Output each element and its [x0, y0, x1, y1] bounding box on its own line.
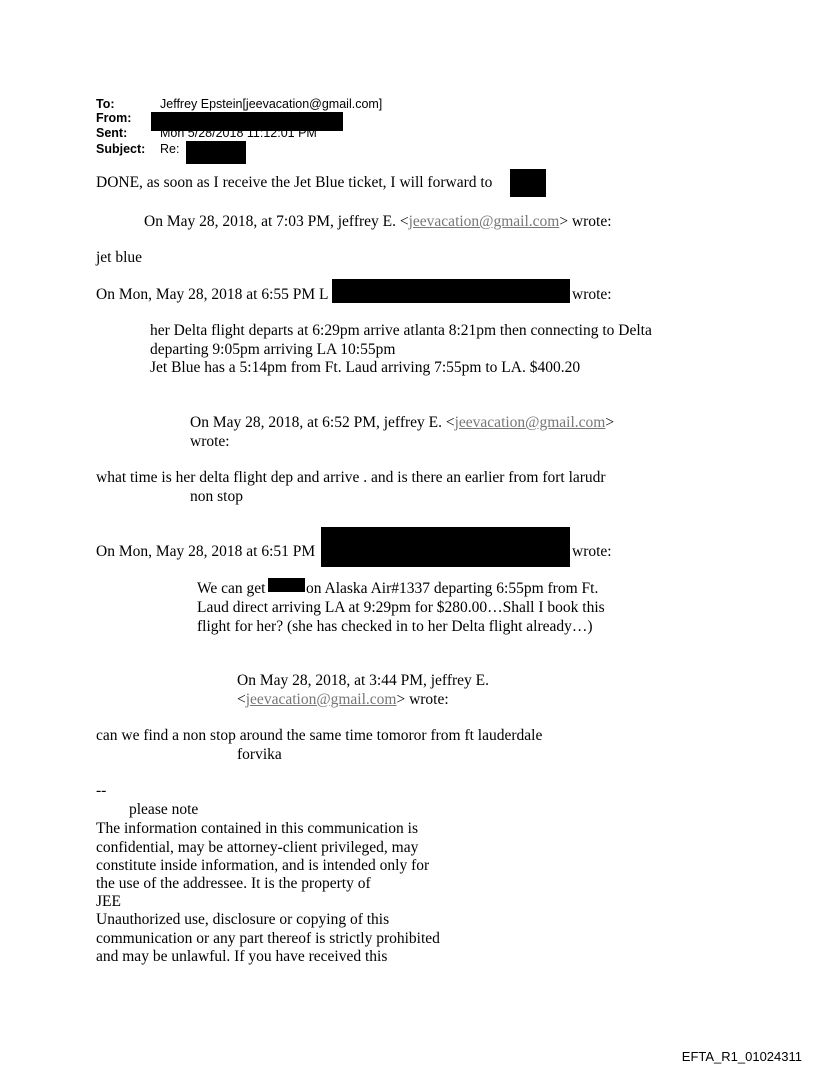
sent-value: Mon 5/28/2018 11:12:01 PM: [160, 126, 317, 140]
to-label: To:: [96, 97, 115, 111]
quote-703pm-prefix: On May 28, 2018, at 7:03 PM, jeffrey E. <: [144, 213, 409, 230]
nonstop-line-2: forvika: [237, 746, 282, 763]
question-line-2: non stop: [190, 488, 243, 505]
disclaimer-line: confidential, may be attorney-client privileged, may: [96, 839, 419, 856]
quote-344pm-prefix: <: [237, 691, 246, 708]
document-id: EFTA_R1_01024311: [681, 1049, 802, 1064]
quote-703pm: [144, 212, 612, 231]
quote-652pm-suffix: >: [605, 414, 615, 431]
from-label: From:: [96, 111, 132, 125]
quote-651pm-suffix: wrote:: [572, 543, 612, 560]
quote-652pm: [190, 413, 614, 432]
disclaimer-line: JEE: [96, 893, 121, 910]
disclaimer-line: and may be unlawful. If you have received this: [96, 948, 388, 965]
alaska-part-1: We can get: [197, 580, 266, 597]
email-link[interactable]: jeevacation@gmail.com: [408, 213, 560, 230]
please-note: please note: [129, 801, 199, 818]
alaska-line-3: flight for her? (she has checked in to her Delta flight already…): [197, 618, 593, 635]
to-value: Jeffrey Epstein[jeevacation@gmail.com]: [160, 97, 383, 111]
alaska-part-2: on Alaska Air#1337 departing 6:55pm from Ft.: [306, 580, 599, 597]
quote-344pm-line-2: [237, 690, 449, 709]
quote-344pm-suffix: > wrote:: [396, 691, 449, 708]
sender-redaction-655: [332, 279, 570, 303]
sent-label: Sent:: [96, 126, 128, 140]
jet-blue-line: jet blue: [96, 249, 143, 266]
subject-redaction: [186, 141, 246, 164]
disclaimer-line: the use of the addressee. It is the property of: [96, 875, 371, 892]
email-link[interactable]: jeevacation@gmail.com: [245, 691, 397, 708]
done-line: DONE, as soon as I receive the Jet Blue ticket, I will forward to: [96, 174, 493, 191]
email-link[interactable]: jeevacation@gmail.com: [454, 414, 606, 431]
disclaimer-line: communication or any part thereof is strictly prohibited: [96, 930, 440, 947]
question-line-1: what time is her delta flight dep and arrive . and is there an earlier from fort larudr: [96, 469, 606, 486]
subject-label: Subject:: [96, 142, 146, 156]
sender-redaction-651: [321, 527, 570, 567]
signature-dashes: --: [96, 782, 107, 799]
quote-655pm-suffix: wrote:: [572, 286, 612, 303]
delta-line-3: Jet Blue has a 5:14pm from Ft. Laud arriving 7:55pm to LA. $400.20: [150, 359, 581, 376]
recipient-redaction: [510, 169, 546, 197]
alaska-line-2: Laud direct arriving LA at 9:29pm for $280.00…Shall I book this: [197, 599, 605, 616]
quote-652pm-wrote: wrote:: [190, 433, 230, 450]
nonstop-line-1: can we find a non stop around the same time tomoror from ft lauderdale: [96, 727, 543, 744]
quote-652pm-prefix: On May 28, 2018, at 6:52 PM, jeffrey E. <: [190, 414, 455, 431]
delta-line-1: her Delta flight departs at 6:29pm arrive atlanta 8:21pm then connecting to Delta: [150, 322, 652, 339]
quote-703pm-suffix: > wrote:: [559, 213, 612, 230]
disclaimer-line: The information contained in this communication is: [96, 820, 418, 837]
disclaimer-line: Unauthorized use, disclosure or copying of this: [96, 911, 390, 928]
delta-line-2: departing 9:05pm arriving LA 10:55pm: [150, 341, 396, 358]
quote-344pm-line-1: On May 28, 2018, at 3:44 PM, jeffrey E.: [237, 672, 489, 689]
quote-651pm-prefix: On Mon, May 28, 2018 at 6:51 PM: [96, 543, 316, 560]
subject-value: Re:: [160, 142, 180, 156]
quote-655pm-prefix: On Mon, May 28, 2018 at 6:55 PM L: [96, 286, 329, 303]
disclaimer-line: constitute inside information, and is intended only for: [96, 857, 430, 874]
name-redaction-alaska: [268, 578, 305, 592]
